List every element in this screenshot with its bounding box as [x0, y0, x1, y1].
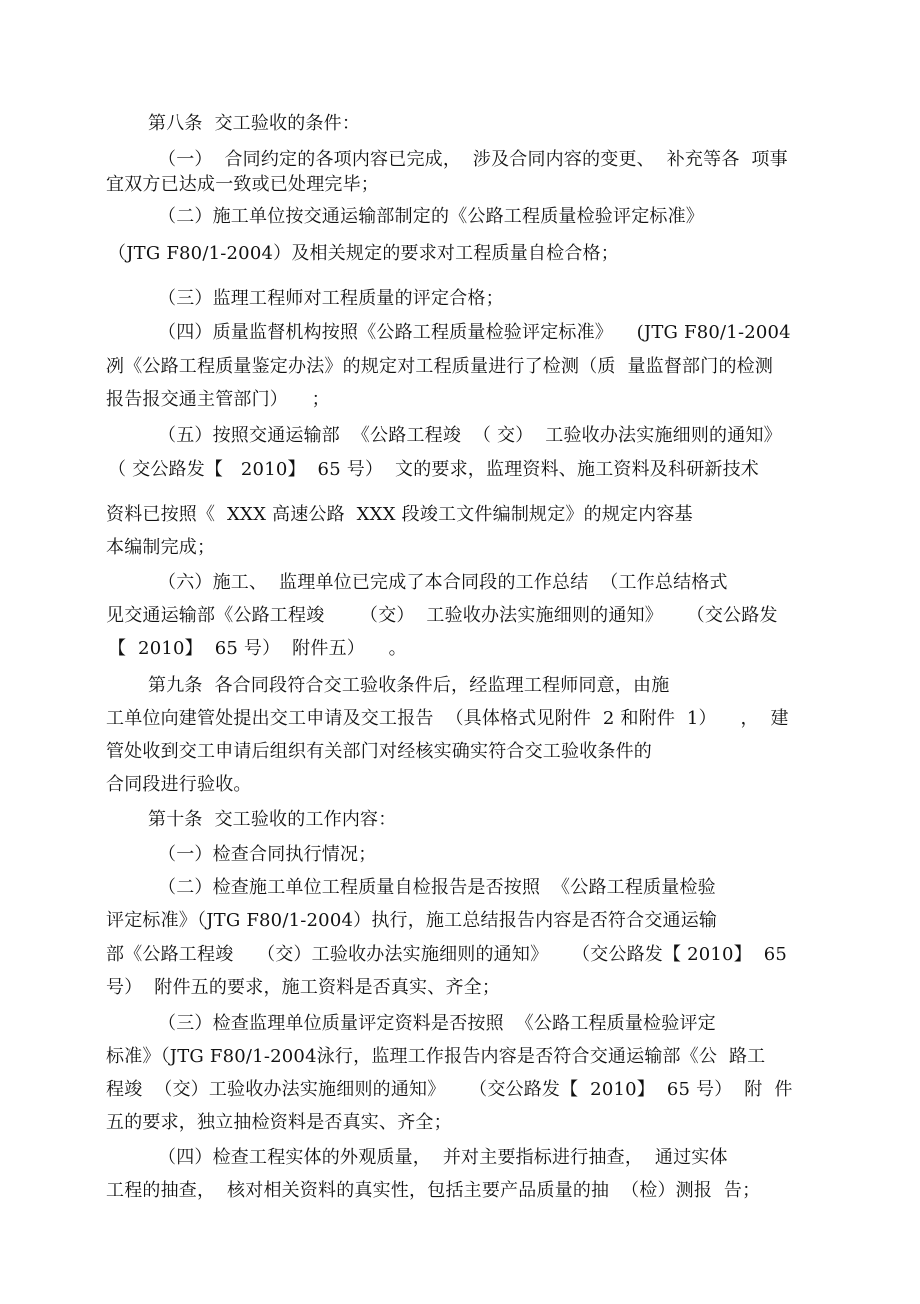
paragraph-line: （四）检查工程实体的外观质量， 并对主要指标进行抽查， 通过实体	[158, 1147, 728, 1168]
paragraph-line: （ 交公路发【 2010】 65 号） 文的要求，监理资料、施工资料及科研新技术	[108, 459, 760, 480]
paragraph-line: （四）质量监督机构按照《公路工程质量检验评定标准》 (JTG F80/1-2004	[158, 322, 791, 343]
paragraph-line: （一）检查合同执行情况；	[158, 844, 377, 865]
paragraph-line: 管处收到交工申请后组织有关部门对经核实确实符合交工验收条件的	[106, 741, 652, 762]
paragraph-line: 工程的抽查， 核对相关资料的真实性，包括主要产品质量的抽 （检）测报 告；	[106, 1180, 761, 1201]
paragraph-line: （三）检查监理单位质量评定资料是否按照 《公路工程质量检验评定	[158, 1013, 716, 1034]
paragraph-line: 宜双方已达成一致或已处理完毕；	[106, 174, 379, 195]
paragraph-line: （二）施工单位按交通运输部制定的《公路工程质量检验评定标准》	[158, 206, 704, 227]
paragraph-line: 报告报交通主管部门） ；	[106, 389, 330, 410]
paragraph-line: 程竣 （交）工验收办法实施细则的通知》 （交公路发【 2010】 65 号） 附 件	[106, 1079, 793, 1100]
paragraph-line: 工单位向建管处提出交工申请及交工报告 （具体格式见附件 2 和附件 1） ， 建	[106, 708, 789, 729]
paragraph-line: （JTG F80/1-2004）及相关规定的要求对工程质量自检合格；	[108, 243, 619, 264]
paragraph-line: 部《公路工程竣 （交）工验收办法实施细则的通知》 （交公路发【 2010】 65	[106, 944, 788, 965]
article-10-heading: 第十条 交工验收的工作内容：	[148, 809, 397, 830]
paragraph-line: 标准》（JTG F80/1-2004泳行，监理工作报告内容是否符合交通运输部《公 路工	[106, 1046, 766, 1067]
paragraph-line: （五）按照交通运输部 《公路工程竣 （ 交） 工验收办法实施细则的通知》	[158, 425, 782, 446]
paragraph-line: （二）检查施工单位工程质量自检报告是否按照 《公路工程质量检验	[158, 877, 716, 898]
paragraph-line: 评定标准》（JTG F80/1-2004）执行，施工总结报告内容是否符合交通运输	[106, 910, 718, 931]
paragraph-line: 号） 附件五的要求，施工资料是否真实、齐全；	[106, 977, 501, 998]
paragraph-line: 冽《公路工程质量鉴定办法》的规定对工程质量进行了检测（质 量监督部门的检测	[106, 356, 774, 377]
paragraph-line: （一） 合同约定的各项内容已完成， 涉及合同内容的变更、 补充等各 项事	[158, 149, 788, 170]
paragraph-line: 【 2010】 65 号） 附件五） 。	[108, 638, 407, 659]
paragraph-line: （三）监理工程师对工程质量的评定合格；	[158, 288, 504, 309]
paragraph-line: 五的要求，独立抽检资料是否真实、齐全；	[106, 1112, 452, 1133]
paragraph-line: 合同段进行验收。	[106, 774, 252, 795]
paragraph-line: 资料已按照《 XXX 高速公路 XXX 段竣工文件编制规定》的规定内容基	[106, 504, 693, 525]
paragraph-line: （六）施工、 监理单位已完成了本合同段的工作总结 （工作总结格式	[158, 572, 728, 593]
article-8-heading: 第八条 交工验收的条件：	[148, 113, 361, 134]
article-9-heading: 第九条 各合同段符合交工验收条件后，经监理工程师同意，由施	[148, 675, 670, 696]
paragraph-line: 本编制完成；	[106, 537, 216, 558]
paragraph-line: 见交通运输部《公路工程竣 （交） 工验收办法实施细则的通知》 （交公路发	[106, 605, 778, 626]
